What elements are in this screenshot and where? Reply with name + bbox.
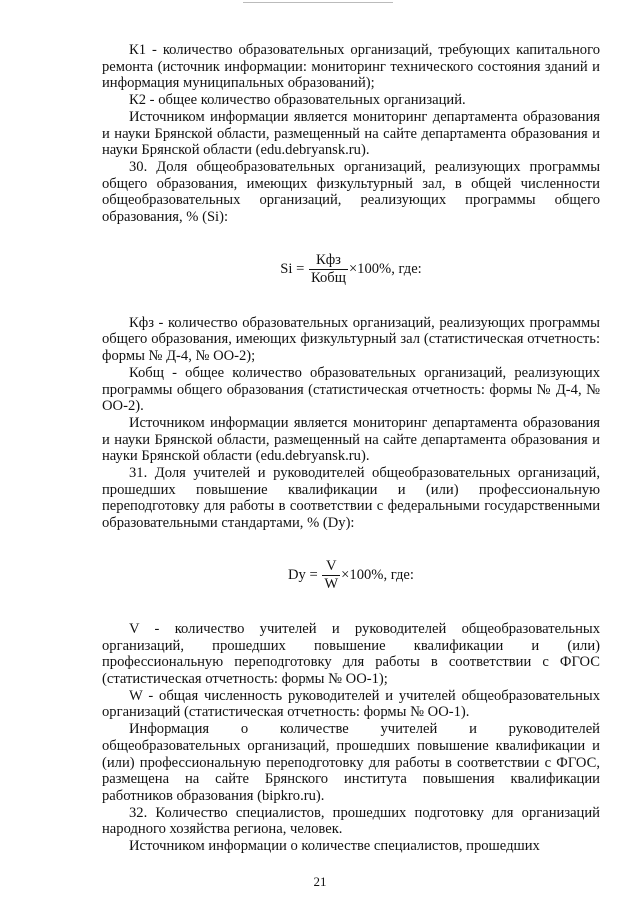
- formula-dy-lhs: Dy =: [288, 567, 318, 584]
- paragraph-item-32: 32. Количество специалистов, прошедших подготовку для организаций народного хозяйства региона, человек.: [102, 804, 600, 838]
- formula-si-fraction: [309, 252, 348, 287]
- formula-si-tail: , где:: [391, 260, 422, 277]
- formula-dy: [102, 558, 600, 593]
- top-edge-line: [243, 2, 393, 3]
- paragraph-item-31: 31. Доля учителей и руководителей общеобразовательных организаций, прошедших повышение квалификации и (или) профессиональную переподготовку для работы в соответствии с федеральными государственными образовательными стандартами, % (Dy):: [102, 465, 600, 532]
- paragraph-item-30: 30. Доля общеобразовательных организаций, реализующих программы общего образования, имеющих физкультурный зал, в общей численности общеобразовательных организаций, реализующих программы общего образования, % (Si):: [102, 158, 600, 226]
- formula-dy-tail: , где:: [383, 567, 414, 584]
- paragraph-source-3: Источником информации о количестве специалистов, прошедших: [129, 838, 540, 855]
- formula-dy-rhs: ×100%: [341, 567, 384, 584]
- formula-dy-denominator: W: [324, 575, 339, 592]
- document-body: [102, 42, 600, 855]
- formula-si-denominator: Кобщ: [310, 269, 346, 286]
- paragraph-k2: К2 - общее количество образовательных организаций.: [129, 92, 466, 109]
- paragraph-source-1: Источником информации является мониторинг департамента образования и науки Брянской области, размещенный на сайте департамента образования и науки Брянской области (edu.debryansk.ru).: [102, 108, 600, 159]
- formula-si-numerator: Кфз: [309, 252, 348, 270]
- paragraph-source-2: Источником информации является мониторинг департамента образования и науки Брянской области, размещенный на сайте департамента образования и науки Брянской области (edu.debryansk.ru).: [102, 414, 600, 465]
- formula-si-rhs: ×100%: [348, 260, 392, 277]
- formula-si-lhs: Si =: [280, 260, 305, 277]
- formula-dy-numerator: V: [322, 558, 340, 576]
- paragraph-v: V - количество учителей и руководителей общеобразовательных организаций, прошедших повышение квалификации и (или) профессиональную переподготовку для работы в соответствии с ФГОС (статистическая отчетность: формы № ОО-1);: [102, 620, 600, 687]
- page-number: 21: [313, 874, 327, 889]
- paragraph-kfz: Кфз - количество образовательных организаций, реализующих программы общего образования, имеющих физкультурный зал (статистическая отчетность: формы № Д-4, № ОО-2);: [102, 314, 600, 365]
- formula-dy-fraction: [322, 558, 340, 593]
- formula-si: [102, 252, 600, 287]
- paragraph-w: W - общая численность руководителей и учителей общеобразовательных организаций (статистическая отчетность: формы № ОО-1).: [102, 687, 600, 721]
- paragraph-kobsch: Кобщ - общее количество образовательных организаций, реализующих программы общего образования (статистическая отчетность: формы № Д-4, № ОО-2).: [102, 364, 600, 415]
- paragraph-info-fgos: Информация о количестве учителей и руководителей общеобразовательных организаций, прошедших повышение квалификации и (или) профессиональную переподготовку для работы в соответствии с ФГОС, размещена на сайте Брянского института повышения квалификации работников образования (bipkro.ru).: [102, 721, 600, 804]
- paragraph-k1: К1 - количество образовательных организаций, требующих капитального ремонта (источник информации: мониторинг технического состояния зданий и информация муниципальных образований);: [102, 42, 600, 92]
